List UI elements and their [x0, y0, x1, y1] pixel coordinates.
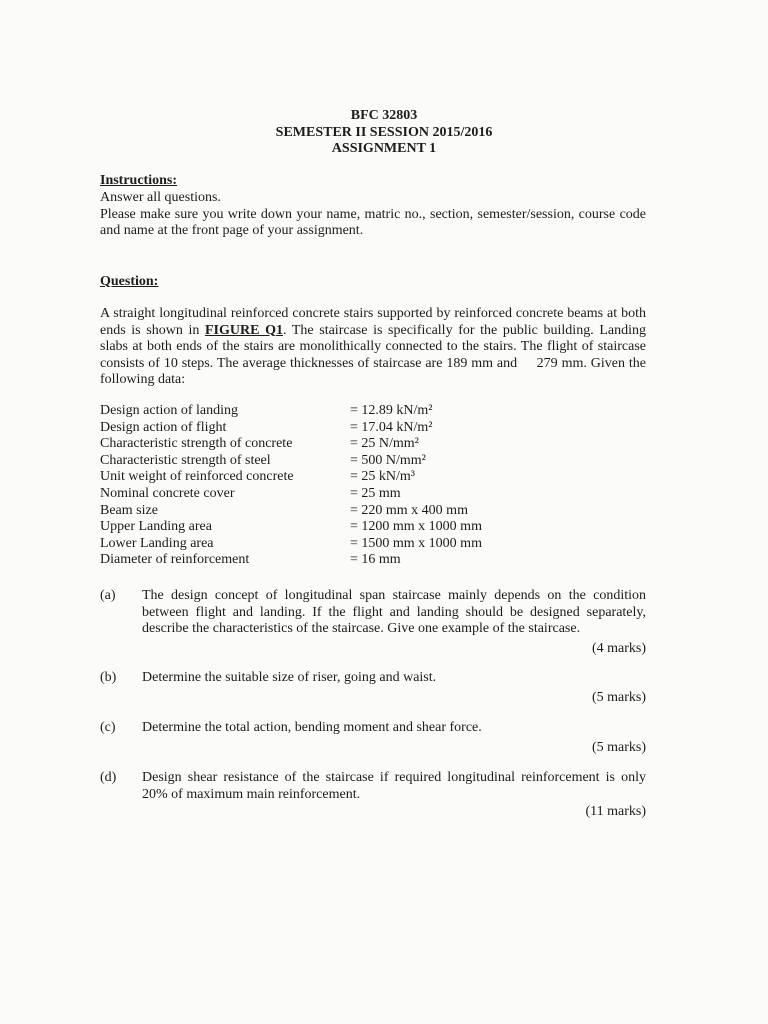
- question-part-c: [100, 720, 646, 756]
- data-row: [100, 486, 482, 503]
- data-value: = 1200 mm x 1000 mm: [350, 519, 482, 535]
- data-value: = 500 N/mm²: [350, 452, 426, 468]
- data-row: [100, 453, 482, 470]
- part-text: The design concept of longitudinal span staircase mainly depends on the condition between flight and landing. If the flight and landing should be designed separately, describe the characteristics of the staircase. Give one example of the staircase.: [142, 588, 646, 636]
- data-label: Characteristic strength of concrete: [100, 436, 293, 452]
- intro-text-before: A straight longitudinal reinforced concrete stairs supported by reinforced concrete beams at both ends is shown in: [100, 306, 646, 338]
- data-row: [100, 420, 482, 437]
- data-row: [100, 552, 482, 569]
- question-part-d: [100, 770, 646, 821]
- part-marks: (5 marks): [591, 739, 646, 755]
- data-value: = 1500 mm x 1000 mm: [350, 535, 482, 551]
- assignment-title: ASSIGNMENT 1: [331, 141, 437, 156]
- part-text: Design shear resistance of the staircase if required longitudinal reinforcement is only 20% of maximum main reinforcement.: [142, 770, 646, 802]
- data-label: Lower Landing area: [100, 535, 214, 551]
- data-row: [100, 503, 482, 520]
- data-label: Design action of landing: [100, 403, 239, 418]
- instruction-line-2: Please make sure you write down your name, matric no., section, semester/session, course code and name at the front page of your assignment.: [100, 206, 646, 238]
- data-row: [100, 469, 482, 486]
- data-label: Characteristic strength of steel: [100, 452, 271, 468]
- given-data-table: [100, 403, 482, 569]
- data-label: Upper Landing area: [100, 519, 212, 535]
- data-row: [100, 403, 482, 420]
- instructions-heading: Instructions:: [100, 173, 178, 188]
- data-label: Diameter of reinforcement: [100, 552, 250, 568]
- data-row: [100, 536, 482, 553]
- figure-reference: FIGURE Q1: [204, 322, 283, 338]
- part-marks: (4 marks): [591, 640, 646, 656]
- data-row: [100, 519, 482, 536]
- question-part-b: [100, 670, 646, 706]
- part-letter: (b): [100, 670, 117, 685]
- data-label: Nominal concrete cover: [100, 485, 235, 501]
- data-label: Beam size: [100, 502, 158, 518]
- data-value: = 25 kN/m³: [350, 469, 415, 485]
- course-code: BFC 32803: [350, 108, 418, 123]
- part-letter: (c): [100, 720, 116, 735]
- data-label: Unit weight of reinforced concrete: [100, 469, 294, 485]
- part-letter: (d): [100, 770, 117, 785]
- semester-session: SEMESTER II SESSION 2015/2016: [275, 124, 493, 140]
- question-heading: Question:: [100, 274, 159, 289]
- data-value: = 12.89 kN/m²: [350, 403, 433, 418]
- instructions-body: [100, 190, 646, 240]
- part-text: Determine the total action, bending moment and shear force.: [142, 720, 482, 735]
- part-marks: (5 marks): [591, 689, 646, 705]
- question-part-a: [100, 588, 646, 657]
- part-marks: (11 marks): [585, 804, 646, 819]
- document-header: [0, 108, 768, 158]
- data-value: = 25 N/mm²: [350, 436, 419, 452]
- data-value: = 16 mm: [350, 552, 401, 568]
- data-value: = 220 mm x 400 mm: [350, 502, 468, 518]
- question-intro: [100, 306, 646, 389]
- part-letter: (a): [100, 588, 116, 603]
- part-text: Determine the suitable size of riser, going and waist.: [142, 670, 437, 685]
- data-label: Design action of flight: [100, 419, 227, 435]
- data-value: = 17.04 kN/m²: [350, 419, 433, 435]
- instruction-line-1: Answer all questions.: [100, 190, 221, 205]
- intro-text-after: . The staircase is specifically for the public building. Landing slabs at both ends of the stairs are monolithically connected to the stairs. The flight of staircase consists of 10 steps. The average thicknesses of staircase are 189 mm and 279 mm. Given the following data:: [100, 322, 646, 387]
- data-value: = 25 mm: [350, 485, 401, 501]
- data-row: [100, 436, 482, 453]
